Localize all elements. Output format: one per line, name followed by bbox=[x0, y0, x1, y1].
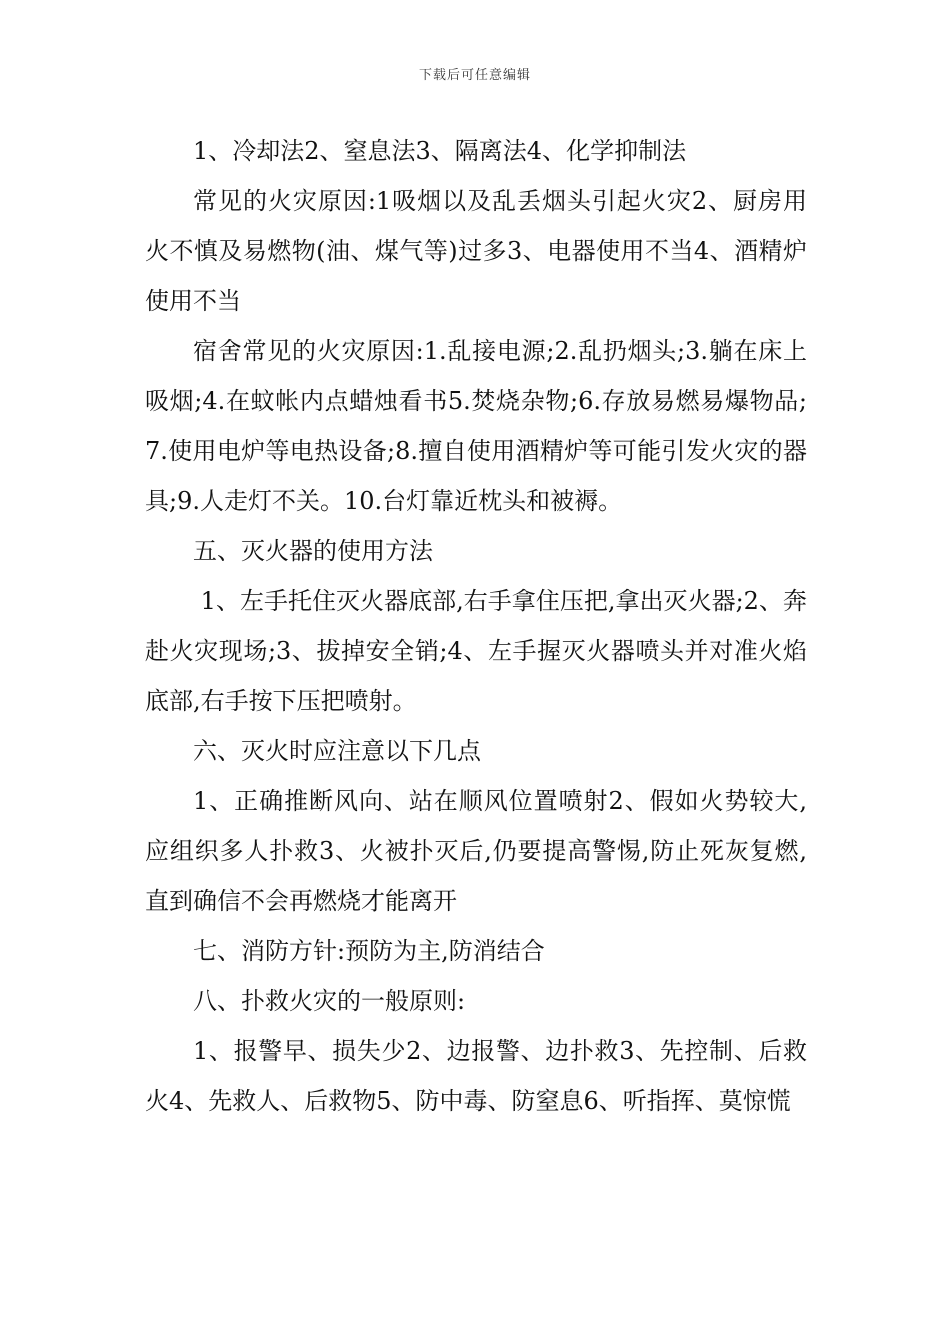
paragraph-firefighting-notes: 1、正确推断风向、站在顺风位置喷射2、假如火势较大,应组织多人扑救3、火被扑灭后,仍要提高警惕,防止死灰复燃,直到确信不会再燃烧才能离开 bbox=[145, 787, 807, 915]
document-body bbox=[145, 126, 807, 1126]
paragraph-extinguisher-steps: 1、左手托住灭火器底部,右手拿住压把,拿出灭火器;2、奔赴火灾现场;3、拔掉安全销;4、左手握灭火器喷头并对准火焰底部,右手按下压把喷射。 bbox=[145, 587, 807, 715]
heading-firefighting-principles: 八、扑救火灾的一般原则: bbox=[193, 987, 466, 1015]
heading-extinguisher-usage: 五、灭火器的使用方法 bbox=[193, 537, 433, 565]
paragraph-firefighting-principles: 1、报警早、损失少2、边报警、边扑救3、先控制、后救火4、先救人、后救物5、防中毒、防窒息6、听指挥、莫惊慌 bbox=[145, 1037, 807, 1115]
heading-fire-policy: 七、消防方针:预防为主,防消结合 bbox=[193, 937, 545, 965]
page-header-note: 下载后可任意编辑 bbox=[418, 68, 531, 83]
paragraph-common-fire-causes: 常见的火灾原因:1吸烟以及乱丢烟头引起火灾2、厨房用火不慎及易燃物(油、煤气等)过多3、电器使用不当4、酒精炉使用不当 bbox=[145, 187, 807, 315]
paragraph-extinguish-methods: 1、冷却法2、窒息法3、隔离法4、化学抑制法 bbox=[193, 137, 687, 165]
paragraph-dorm-fire-causes: 宿舍常见的火灾原因:1.乱接电源;2.乱扔烟头;3.躺在床上吸烟;4.在蚊帐内点蜡烛看书5.焚烧杂物;6.存放易燃易爆物品;7.使用电炉等电热设备;8.擅自使用酒精炉等可能引发火灾的器具;9.人走灯不关。10.台灯靠近枕头和被褥。 bbox=[145, 337, 807, 515]
heading-firefighting-notes: 六、灭火时应注意以下几点 bbox=[193, 737, 481, 765]
